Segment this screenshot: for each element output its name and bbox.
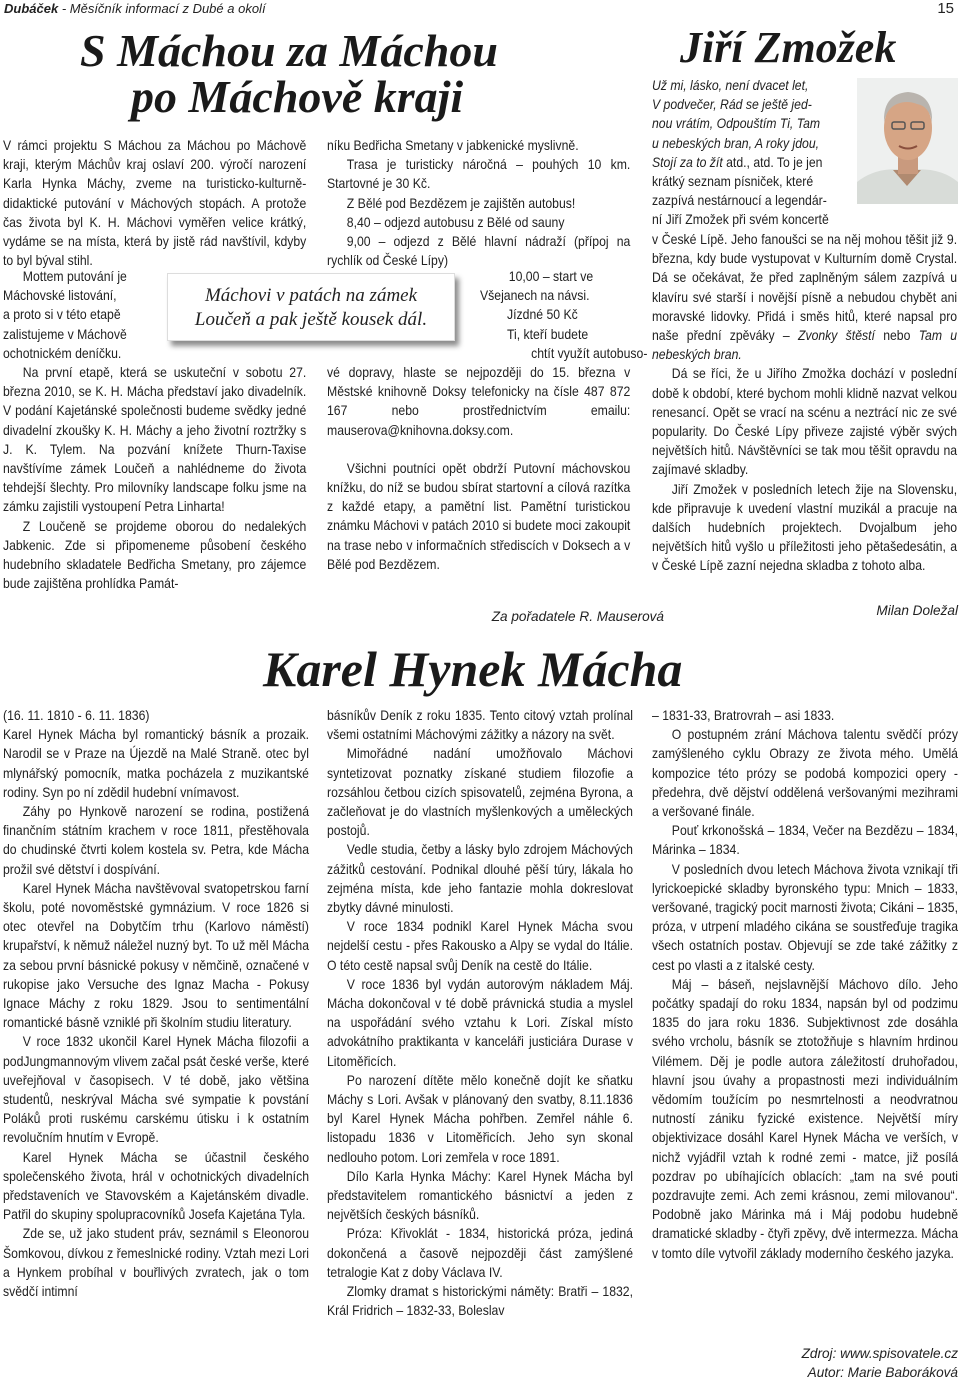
paragraph: básníkův Deník z roku 1835. Tento citový vztah prolínal všemi ostatními Máchovými zážitky a názory na svět. xyxy=(327,708,633,743)
paragraph: Trasa je turisticky náročná – pouhých 10 km. Startovné je 30 Kč. xyxy=(327,157,631,192)
portrait-image xyxy=(857,78,958,204)
paragraph: Karel Hynek Mácha navštěvoval svatopetrskou farní školu, poté novoměstské gymnázium. V roce 1826 si otec otevřel na Dobytčím trhu (Karlovo náměstí) krupařství, k němuž náležel nuzný byt. To už měl Mácha za sebou první básnické pokusy v němčině, označené v rukopise jako Versuche des Ignaz Macha - Pokusy Ignace Máchy z roku 1829. Jsou to sentimentální romantické básně vzniklé při školním studiu literatury. xyxy=(3,880,310,1031)
article1-col1-block1 xyxy=(3,136,306,270)
paragraph: Pouť krkonošská – 1834, Večer na Bezdězu – 1834, Márinka – 1834. xyxy=(652,823,958,858)
jiri-zmozek-photo xyxy=(857,78,958,204)
wrap-line: a proto si v této etapě xyxy=(3,307,121,323)
article3-col3 xyxy=(652,706,958,1263)
article2-author: Milan Doležal xyxy=(876,603,958,618)
wrap-line: Jízdné 50 Kč xyxy=(507,307,578,323)
article1-col2-block1 xyxy=(327,136,630,270)
article2-title: Jiří Zmožek xyxy=(680,23,897,72)
text-line: ní Jiří Zmožek při svém koncertě xyxy=(652,212,829,228)
song-title: Tam u nebeských bran. xyxy=(652,328,958,363)
text-run: v České Lípě. Jeho fanoušci se na něj mohou těšit již 9. března, kdy bude vystupovat v Kulturním domě Crystal. Dá se očekávat, že před zaplněným sálem zazpívá u klavíru své starší i novější písně a nebudou chybět ani moravské lidovky. Přidá i směs hitů, které napsal pro naše přední zpěváky – xyxy=(652,232,958,344)
article3-col1 xyxy=(3,706,309,1301)
paragraph: V rámci projektu S Máchou za Máchou po Máchově kraji, kterým Máchův kraj oslaví 200. výročí narození Karla Hynka Máchy, zveme na turisticko-kulturně-didaktické putování v Máchových stopách. A protože čas života byl K. H. Máchovi vyměřen velice krátký, vydáme se na místa, která by jistě rád navštívil, kdyby to byl býval stihl. xyxy=(3,138,307,269)
paragraph: – 1831-33, Bratrovrah – asi 1833. xyxy=(652,708,835,723)
paragraph: Z Bělé pod Bezdězem je zajištěn autobus! xyxy=(346,195,576,211)
paragraph: Karel Hynek Mácha byl romantický básník a prozaik. Narodil se v Praze na Újezdě na Malé Straně. otec byl mlynářský pomocník, matka pocházela z muzikantské rodiny. Syn po ní zdědil hudební vnímavost. xyxy=(3,727,309,800)
paragraph: Zlomky dramat s historickými náměty: Bratři – 1832, Král Fridrich – 1832-33, Boleslav xyxy=(327,1284,633,1319)
song-line: Už mi, lásko, není dvacet let, xyxy=(652,78,809,93)
wrap-line: zalistujeme v Máchově xyxy=(3,326,127,342)
header-brand: Dubáček xyxy=(4,1,59,16)
paragraph: 9,00 – odjezd z Bělé hlavní nádraží (přípoj na rychlík od České Lípy) xyxy=(327,234,631,269)
text-line: krátký seznam písniček, které xyxy=(652,174,814,190)
article1-col2-block2 xyxy=(327,363,630,574)
article2-body xyxy=(652,230,957,576)
paragraph: Všichni poutníci opět obdrží Putovní máchovskou knížku, do níž se budou sbírat startovní a cílová razítka z každé etapy, a pamětní list. Pamětní turistickou známku Máchovi v patách 2010 si budete moci zakoupit na trase nebo v informačních střediscích v Doksech a v Bělé pod Bezdězem. xyxy=(327,460,631,572)
wrap-line: Máchovské listování, xyxy=(3,288,117,304)
paragraph: Dílo Karla Hynka Máchy: Karel Hynek Mácha byl představitelem romantického básnictví a jeden z největších českých básníků. xyxy=(327,1168,633,1223)
song-line: u nebeských bran, A roky jdou, xyxy=(652,135,820,151)
pull-quote-line1: Máchovi v patách na zámek xyxy=(204,285,418,306)
paragraph: Dá se říci, že u Jiřího Zmožka dochází v poslední době k období, které bychom mohli klidně nazvat velkou renesancí. Opět se vrací na scénu a neztrácí nic ze své popularity. Do České Lípy přiveze zajisté výběr svých největších hitů. Návštěvníci se tak mou těšit opravdu na zajímavé skladby. xyxy=(652,366,958,478)
wrap-line: Ti, kteří budete xyxy=(507,326,589,342)
article3-title: Karel Hynek Mácha xyxy=(263,641,683,697)
wrap-line: ochotnickém deníčku. xyxy=(3,345,122,361)
pull-quote-line2: Loučeň a pak ještě kousek dál. xyxy=(194,309,428,330)
song-line: Stojí za to žít xyxy=(652,154,723,170)
paragraph: V roce 1832 ukončil Karel Hynek Mácha filozofii a podJungmannovým vlivem začal psát české verše, které uveřejňoval v časopisech. V té době, jako většina studentů, neskrýval Máchа své sympatie k povstání Poláků proti ruskému carskému útisku i k ostatním revolučním hnutím v Evropě. xyxy=(3,1034,310,1146)
article1-pull-quote xyxy=(167,273,455,341)
article3-source xyxy=(652,1344,958,1382)
author-line: Autor: Marie Baboráková xyxy=(807,1365,958,1381)
wrap-line: 10,00 – start ve xyxy=(508,269,594,284)
article1-title-line1: S Máchou za Máchou xyxy=(80,25,498,76)
paragraph: Karel Hynek Mácha se účastnil českého společenského života, hrál v ochotnických divadelních představeních ve Stavovském a Kajetánském divadle. Patřil do skupiny spolupracovníků Josefa Kajetána Tyla. xyxy=(3,1149,310,1223)
article1-title-line2: po Máchově kraji xyxy=(131,71,464,122)
article1-col2-wrap xyxy=(480,267,647,363)
song-title: Zvonky štěstí xyxy=(797,328,875,344)
paragraph: Próza: Křivoklát - 1834, historická próza, jediná dokončená a časově nejpozději část zamýšlené tetralogie Kat z doby Václava IV. xyxy=(327,1226,633,1280)
paragraph: V roce 1836 byl vydán autorovým nákladem Máj. Mácha dokončoval v té době právnická studia a myslel na uspořádání svého vztahu k Lori. Získal místo advokátního praktikanta v kanceláři justiciára Durase v Litoměřicích. xyxy=(327,976,633,1069)
paragraph: Z Loučeně se projdeme oborou do nedalekých Jabkenic. Zde si připomeneme působení českého hudebního skladatele Bedřicha Smetany, pro zájemce bude zajištěna prohlídka Památ- xyxy=(3,518,307,592)
song-line: nou vrátím, Odpouštím Ti, Tam xyxy=(652,116,821,132)
song-line: V podvečer, Rád se ještě jed- xyxy=(652,97,812,113)
header-subtitle: - Měsíčník informací z Dubé a okolí xyxy=(58,1,266,16)
life-dates: (16. 11. 1810 - 6. 11. 1836) xyxy=(3,708,150,723)
paragraph: Máj – báseň, nejslavnější Máchovo dílo. Jeho počátky spadají do roku 1834, napsán byl od podzimu 1835 do jara roku 1836. Subjektivnost zde dosáhla svého vrcholu, básník se ztotožňuje s hlavním hrdinou Vilémem. Děj je podle autora záležitostí druhořadou, hlavní jsou úvahy a propastnosti mezi individuálním vědomím toužícím po nesmrtelnosti a neodvratnou nutností zániku fyzické existence. Největší míry objektivizace dosáhl Karel Hynek Mácha ve verších, v nichž vyjádřil vztah k rodné zemi - matce, již posílá pozdrav po ubíhajících oblacích: „tam na své pouti pozdravujte zemi. Ach zemi krásnou, zemi milovanou“. Podobně jako Márinka má i Máj podobu hudebně dramatické skladby - čtyři zpěvy, dvě intermezza. Mácha v tomto díle vytvořil základy moderního českého jazyka. xyxy=(652,976,958,1261)
wrap-line: Všejanech na návsi. xyxy=(480,288,590,304)
article3-col2 xyxy=(327,706,633,1321)
text-run: nebo xyxy=(874,328,919,344)
article1-col1-wrap xyxy=(3,267,154,363)
wrap-line: Mottem putování je xyxy=(22,269,127,284)
paragraph: O postupném zrání Máchova talentu svědčí prózy zamýšleného cyklu Obrazy ze života mého. Umělá kompozice této prózy se podobá kompozici opery - předehra, dvě dějství oddělená veršovanými mezihrami a veršované finále. xyxy=(652,727,958,820)
paragraph: Záhy po Hynkově narození se rodina, postižená finančním státním krachem v roce 1811, přestěhovala do chudinské čtvrti kolem kostela sv. Petra, kde Mácha prožil své dětství i dospívání. xyxy=(3,804,310,877)
paragraph: níku Bedřicha Smetany v jabkenické myslivně. xyxy=(327,138,579,153)
source-line: Zdroj: www.spisovatele.cz xyxy=(801,1346,958,1361)
paragraph: Vedle studia, četby a lásky bylo zdrojem Máchových zážitků cestování. Podnikal dlouhé pěší túry, lákala ho zejména místa, kde jeho fantazie mohla dokreslovat zbytky dávné minulosti. xyxy=(327,842,633,916)
paragraph: Zde se, už jako student práv, seznámil s Eleonorou Šomkovou, dívkou z řemeslnické rodiny. Vztah mezi Lori a Hynkem probíhal v bouřlivých zvratech, jak o tom svědčí intimní xyxy=(3,1226,310,1300)
paragraph: V posledních dvou letech Máchova života vznikají tři lyrickoepické skladby byronského typu: Mnich – 1833, veršované, tragický pocit marnosti života; Cikáni – 1835, próza, v utrpení mladého cikána se soustřeďuje tragika všech ostatních postav. Objevují se zde také zážitky z cest po vlasti a z italské cesty. xyxy=(652,861,958,973)
paragraph: Na první etapě, která se uskuteční v sobotu 27. března 2010, se K. H. Mácha představí jako divadelník. V podání Kajetánské společnosti budeme svědky jedné divadelní zkoušky K. H. Máchy a jeho životní roztržky s J. K. Tylem. Na pozvání knížete Thurn-Taxise navštívíme zámek Loučeň a nahlédneme do života tehdejší šlechty. Pro milovníky landscape folku jsme na zámku zajistili vystoupení Petra Linharta! xyxy=(3,365,307,515)
wrap-line: chtít využít autobuso- xyxy=(531,345,648,361)
paragraph: vé dopravy, hlaste se nejpozději do 15. března v Městské knihovně Doksy telefonicky na čísle 487 872 167 nebo prostřednictvím emailu: mauserova@knihovna.doksy.com. xyxy=(327,365,631,438)
paragraph: Jiří Zmožek v posledních letech žije na Slovensku, kde připravuje k uvedení vlastní muzikál a pracuje na dalších hudebních projektech. Dvojalbum jeho největších hitů vyšlo u příležitosti jeho pětašedesátin, a v České Lípě zazní nejedna skladba z tohoto alba. xyxy=(652,481,958,574)
article2-intro-lines xyxy=(652,76,855,230)
page-number: 15 xyxy=(937,0,954,17)
article1-col1-block2 xyxy=(3,363,306,593)
text-line: zazpívá nestárnoucí a legendár- xyxy=(652,193,827,209)
article1-signature: Za pořadatele R. Mauserová xyxy=(491,609,664,624)
paragraph: 8,40 – odjezd autobusu z Bělé od sauny xyxy=(346,214,565,230)
paragraph: V roce 1834 podnikl Karel Hynek Mácha svou nejdelší cestu - přes Rakousko a Alpy se vydal do Itálie. O této cestě napsal svůj Deník na cestě do Itálie. xyxy=(327,919,633,973)
paragraph: Po narození dítěte mělo konečně dojít ke sňatku Máchy s Lori. Avšak v plánovaný den svatby, 8.11.1836 byl Karel Hynek Mácha pohřben. Zemřel náhle 6. listopadu 1836 v Litoměřicích. Jeho syn skonal nedlouho potom. Lori zemřela v roce 1891. xyxy=(327,1072,633,1165)
text-run: atd., atd. To je jen xyxy=(722,154,823,170)
header-publication xyxy=(4,1,266,16)
paragraph: Mimořádné nadání umožňovalo Máchovi syntetizovat poznatky získané studiem filozofie a rozsáhlou četbou cizích spisovatelů, zejména Byrona, a začleňovat je do vlastních myšlenkových a uměleckých postojů. xyxy=(327,746,633,839)
